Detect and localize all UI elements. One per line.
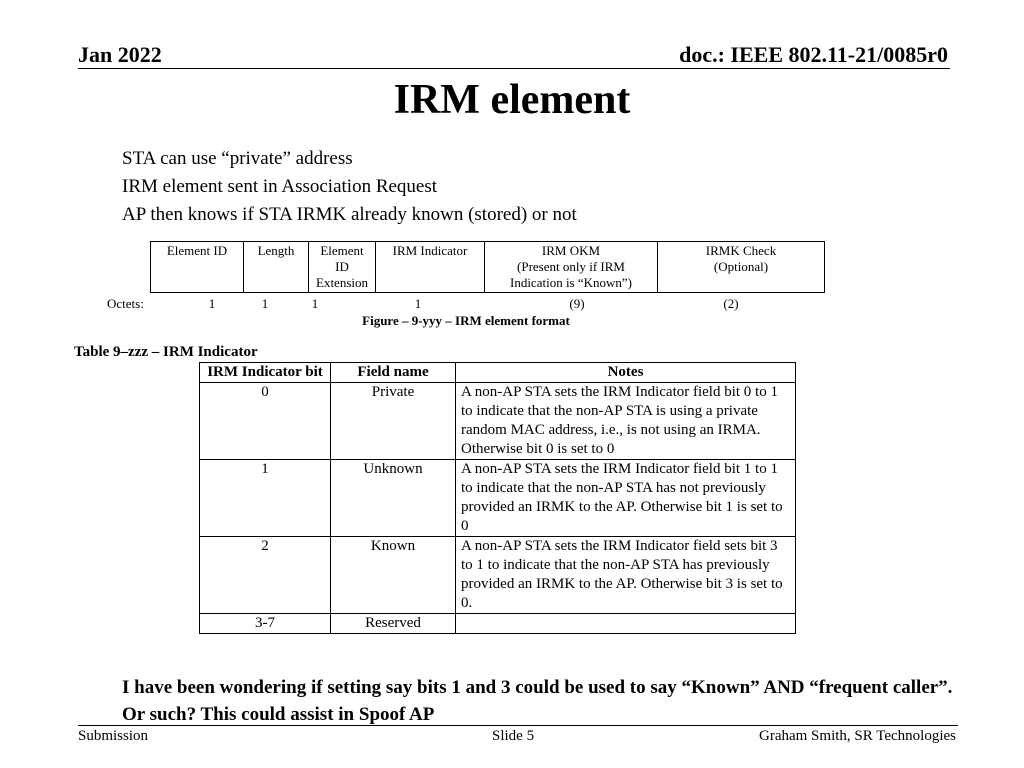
cell-field-name: Reserved	[331, 614, 456, 634]
cell-notes	[456, 614, 796, 634]
octet-value: 1	[311, 296, 319, 311]
cell-bit: 3-7	[200, 614, 331, 634]
cell-bit: 1	[200, 460, 331, 537]
table-row	[200, 460, 796, 537]
speaker-note: I have been wondering if setting say bits 1 and 3 could be used to say “Known” AND “frequent caller”. Or such? This could assist in Spoof AP	[122, 677, 953, 725]
field-length: Length	[244, 242, 309, 293]
bullet-list	[122, 145, 577, 229]
cell-bit: 2	[200, 537, 331, 614]
cell-notes: A non-AP STA sets the IRM Indicator field bit 0 to 1 to indicate that the non-AP STA is using a private random MAC address, i.e., is not using an IRMA. Otherwise bit 0 is set to 0	[456, 383, 796, 460]
bullet-item: STA can use “private” address	[122, 148, 353, 169]
bullet-item: IRM element sent in Association Request	[122, 176, 438, 197]
field-element-id-extension: Element ID Extension	[309, 242, 376, 293]
table-caption: Table 9–zzz – IRM Indicator	[74, 344, 258, 360]
field-element-id: Element ID	[151, 242, 244, 293]
footer-rule	[78, 725, 958, 726]
element-format-row	[151, 242, 825, 293]
irm-indicator-table	[199, 362, 796, 634]
header-rule	[78, 68, 950, 69]
figure-caption: Figure – 9-yyy – IRM element format	[362, 313, 570, 328]
octet-value: 1	[414, 296, 422, 311]
cell-notes: A non-AP STA sets the IRM Indicator field bit 1 to 1 to indicate that the non-AP STA has not previously provided an IRMK to the AP. Otherwise bit 1 is set to 0	[456, 460, 796, 537]
octet-value: 1	[208, 296, 216, 311]
table-header-row	[200, 363, 796, 383]
header-field-name: Field name	[331, 363, 456, 383]
slide-title: IRM element	[393, 77, 631, 123]
footer-submission: Submission	[78, 728, 149, 744]
octet-value: (2)	[723, 296, 739, 311]
footer-author: Graham Smith, SR Technologies	[759, 728, 956, 744]
bullet-item: AP then knows if STA IRMK already known (stored) or not	[122, 204, 577, 225]
header-notes: Notes	[456, 363, 796, 383]
element-format-table	[150, 241, 825, 293]
field-irm-okm: IRM OKM (Present only if IRM Indication is “Known”)	[485, 242, 658, 293]
cell-field-name: Known	[331, 537, 456, 614]
header-indicator-bit: IRM Indicator bit	[200, 363, 331, 383]
octet-value: (9)	[569, 296, 585, 311]
cell-notes: A non-AP STA sets the IRM Indicator field sets bit 3 to 1 to indicate that the non-AP STA has previously provided an IRMK to the AP. Otherwise bit 3 is set to 0.	[456, 537, 796, 614]
cell-field-name: Unknown	[331, 460, 456, 537]
header-doc-id: doc.: IEEE 802.11-21/0085r0	[679, 42, 948, 67]
table-row	[200, 614, 796, 634]
field-irmk-check: IRMK Check (Optional)	[658, 242, 825, 293]
cell-field-name: Private	[331, 383, 456, 460]
header-date: Jan 2022	[78, 42, 162, 67]
table-row	[200, 537, 796, 614]
octets-label: Octets:	[107, 296, 144, 311]
cell-bit: 0	[200, 383, 331, 460]
field-irm-indicator: IRM Indicator	[376, 242, 485, 293]
octet-value: 1	[261, 296, 269, 311]
footer-slide-number: Slide 5	[492, 728, 535, 744]
table-row	[200, 383, 796, 460]
